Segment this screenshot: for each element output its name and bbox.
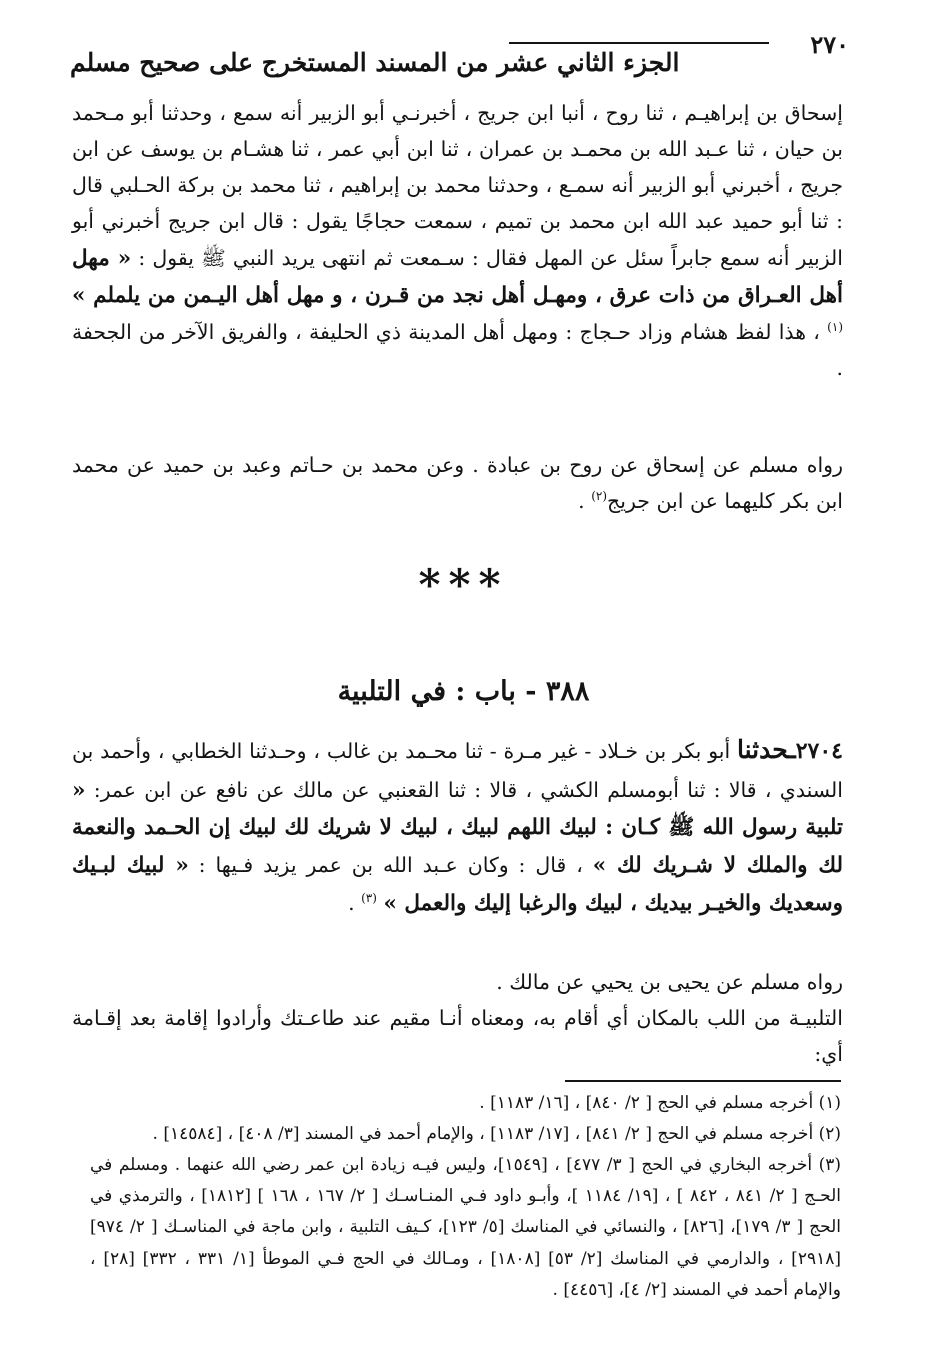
narration-text: رواه مسلم عن إسحاق عن روح بن عبادة . وعن محمد بن حـاتم وعبد بن حميد عن محمد ابن بكر كليهما عن ابن جريج — [72, 453, 843, 513]
footnote-marker-3[interactable]: (٣) — [361, 890, 377, 905]
ibn-umar-addition-quote: « لبيك لبـيك وسعديك والخيـر بيديك ، لبيك والرغبا إليك والعمل » — [72, 853, 843, 916]
talbiya-explanation-text: التلبيـة من اللب بالمكان أي أقام به، ومعناه أنـا مقيم عند طاعـتك وأرادوا إقامة بعد إقـامة أي: — [72, 1006, 843, 1066]
section-separator: *** — [418, 560, 509, 609]
hadith-chain-text: أبو بكر بن خـلاد - غير مـرة - ثنا محـمد بن غالب ، وحـدثنا الخطابي ، وأحمد بن السندي ، قالا : ثنا أبومسلم الكشي ، قالا : ثنا القعنبي عن مالك عن نافع عن ابن عمر: — [72, 739, 843, 802]
hadith-number: ٢٧٠٤ — [795, 738, 843, 764]
talbiya-explanation — [72, 1001, 843, 1073]
hadith-chain-paragraph — [72, 96, 843, 387]
talbiya-quote: « تلبية رسول الله ﷺ كـان : لبيك اللهم لبيك ، لبيك لا شريك لك لبيك إن الحـمد والنعمة لك والملك لا شـريك لك » — [72, 777, 843, 878]
muslim-narration-line — [72, 965, 843, 1001]
hadith-text-continued: ، قال : وكان عـبد الله بن عمر يزيد فـيها : — [188, 853, 593, 877]
hadith-opening-word: حدثنا — [737, 735, 789, 764]
chapter-title: ٣٨٨ - باب : في التلبية — [337, 676, 590, 707]
footnote-3: (٣) أخرجه البخاري في الحج [ ٣/ ٤٧٧] ، [١٥٤٩]، وليس فيـه زيادة ابن عمر رضي الله عنهما . ومسلم في الحـج [ ٢/ ٨٤١ ، ٨٤٢ ] ، [١٩/ ١١٨٤ ]، وأبـو داود فـي المنـاسـك [ ٢/ ١٦٧ ، ١٦٨ ] [١٨١٢] ، والترمذي في الحج [ ٣/ ١٧٩]، [٨٢٦] ، والنسائي في المناسك [٥/ ١٢٣]، كـيف التلبية ، وابن ماجة في المناسـك [ ٢/ ٩٧٤] [٢٩١٨] ، والدارمي في المناسك [٢/ ٥٣] [١٨٠٨] ، ومـالك في الحج فـي الموطأ [١/ ٣٣١ ، ٣٣٢] [٢٨] ، والإمام أحمد في المسند [٢/ ٤]، [٤٤٥٦] . — [90, 1155, 841, 1300]
narration-end: . — [578, 488, 592, 513]
muslim-narration-text: رواه مسلم عن يحيى بن يحيي عن مالك . — [496, 970, 843, 994]
hadith-end: . — [348, 890, 362, 915]
paragraph-text-continued: ، هذا لفظ هشام وزاد حـجاج : ومهل أهل المدينة ذي الحليفة ، والفريق الآخر من الجحفة . — [72, 319, 843, 380]
footnotes — [90, 1088, 841, 1306]
paragraph-text: إسحاق بن إبراهيـم ، ثنا روح ، أنبا ابن جريج ، أخبرنـي أبو الزبير أنه سمع ، وحدثنا أبو مـحمد بن حيان ، ثنا عـبد الله بن محمـد بن عمران ، ثنا ابن أبي عمر ، ثنا هشـام بن يوسف عن ابن جريج ، أخبرني أبو الزبير أنه سمـع ، وحدثنا محمد بن إبراهيم ، ثنا محمد بن بركة الحـلبي قال : ثنا أبو حميد عبد الله ابن محمد بن تميم ، سمعت حجاجًا يقول : قال ابن جريج أخبرني أبو الزبير أنه سمع جابراً سئل عن المهل فقال : سـمعت ثم انتهى يريد النبي ﷺ يقول : — [72, 101, 843, 270]
hadith-paragraph — [72, 728, 843, 922]
hadith-dash: ـ — [788, 735, 796, 764]
narration-paragraph — [72, 448, 843, 520]
footnote-1: (١) أخرجه مسلم في الحج [ ٢/ ٨٤٠] ، [١٦/ ١١٨٣] . — [479, 1093, 841, 1113]
footnote-marker-1[interactable]: (١) — [827, 319, 843, 334]
footnote-marker-2[interactable]: (٢) — [591, 489, 608, 504]
page-number: ٢٧٠ — [810, 30, 849, 59]
footnote-rule — [565, 1080, 841, 1082]
prophetic-quote: « مهل أهل العـراق من ذات عرق ، ومهـل أهل نجد من قـرن ، و مهل أهل اليـمن من يلملم » — [72, 245, 843, 309]
page-header — [70, 30, 849, 80]
header-rule — [509, 42, 769, 44]
footnote-2: (٢) أخرجه مسلم في الحج [ ٢/ ٨٤١] ، [١٧/ ١١٨٣] ، والإمام أحمد في المسند [٣/ ٤٠٨] ، [١٤٥٨٤] . — [152, 1124, 841, 1145]
running-title: الجزء الثاني عشر من المسند المستخرج على صحيح مسلم — [70, 48, 680, 77]
